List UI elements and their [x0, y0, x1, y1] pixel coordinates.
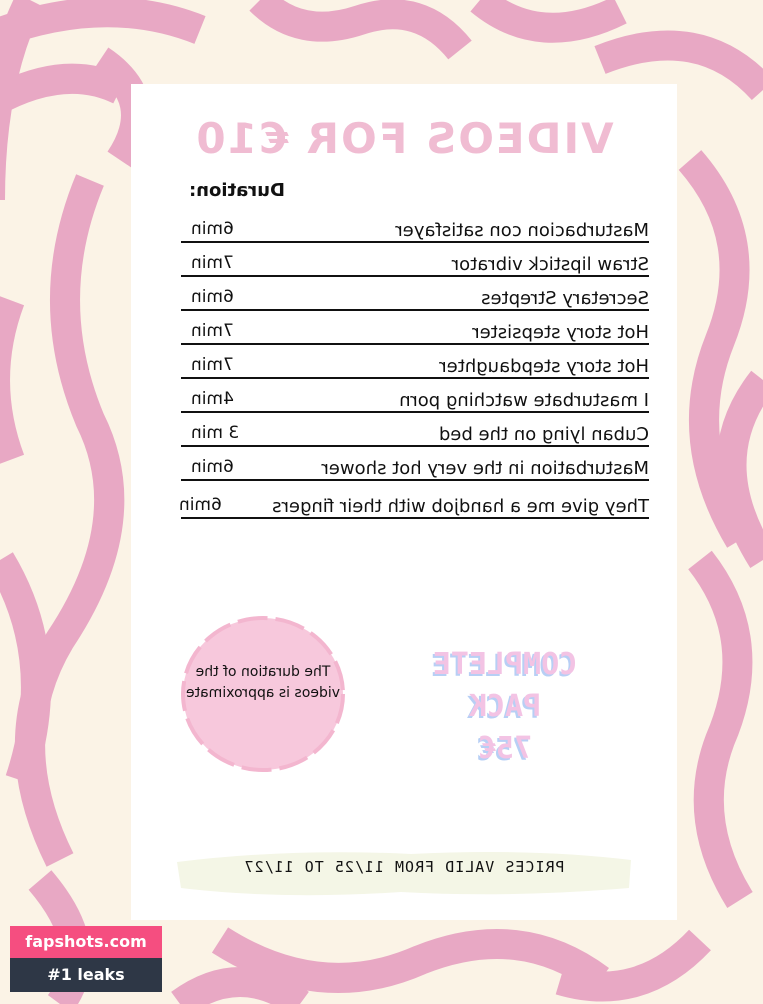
video-title: I masturbate watching porn: [399, 390, 649, 411]
video-row: [181, 450, 649, 481]
video-title: Cuban lying on the bed: [438, 424, 649, 445]
video-title: Masturbation in the very hot shower: [321, 458, 649, 479]
video-row: [181, 246, 649, 277]
video-row: [181, 348, 649, 379]
video-title: Hot story stepdaughter: [439, 356, 649, 377]
video-duration: 7min: [191, 253, 234, 273]
prices-validity-text: PRICES VALID FROM 11/25 TO 11/27: [243, 858, 565, 876]
video-duration: 6min: [191, 457, 234, 477]
pack-price: 75€: [477, 731, 533, 766]
video-row: [181, 280, 649, 311]
video-duration: 6min: [179, 495, 222, 515]
price-list-card: [131, 84, 677, 920]
duration-note-text: The duration of the videos is approximate: [185, 664, 341, 701]
video-duration: 6min: [191, 219, 234, 239]
video-title: Masturbacion con satisfayer: [395, 220, 649, 241]
video-row: [181, 212, 649, 243]
watermark-site-badge: fapshots.com: [10, 926, 162, 958]
video-title: Secretary Streptes: [481, 288, 649, 309]
video-duration: 4min: [191, 389, 234, 409]
video-title: They give me a handjob with their fingers: [272, 496, 649, 517]
watermark-tagline-badge: #1 leaks: [10, 958, 162, 992]
video-row: [181, 382, 649, 413]
duration-label: Duration:: [189, 180, 285, 201]
video-duration: 7min: [191, 355, 234, 375]
pack-line-1: COMPLETE: [432, 647, 578, 682]
video-list: [181, 212, 649, 522]
video-duration: 6min: [191, 287, 234, 307]
prices-validity-banner: [171, 842, 637, 904]
video-row: [181, 416, 649, 447]
duration-note-circle: [179, 614, 347, 774]
pack-line-2: PACK: [468, 689, 542, 724]
video-row: [181, 314, 649, 345]
video-title: Straw lipstick vibrator: [451, 254, 649, 275]
video-duration: 7min: [191, 321, 234, 341]
video-duration: 3 min: [191, 423, 240, 443]
video-title: Hot story stepsister: [472, 322, 649, 343]
complete-pack-offer: [417, 644, 593, 770]
poster-title: VIDEOS FOR €10: [194, 114, 614, 163]
video-row: [181, 484, 649, 519]
